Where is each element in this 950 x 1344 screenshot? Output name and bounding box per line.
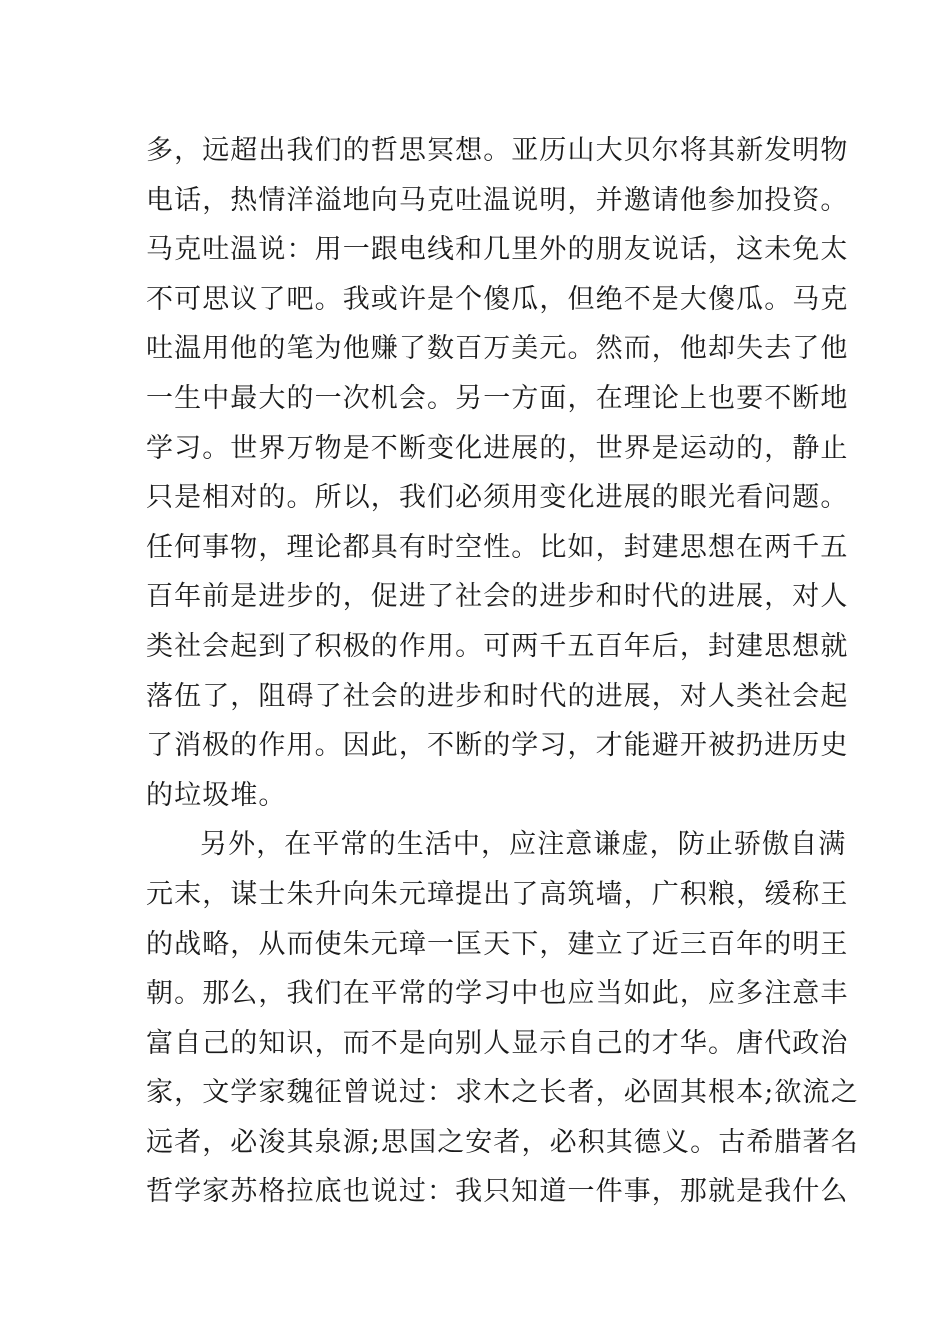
text-line: 富自己的知识，而不是向别人显示自己的才华。唐代政治 xyxy=(146,1027,849,1059)
body-text xyxy=(146,126,859,1217)
text-line: 任何事物，理论都具有时空性。比如，封建思想在两千五 xyxy=(146,531,849,563)
text-line: 了消极的作用。因此，不断的学习，才能避开被扔进历史 xyxy=(146,730,849,762)
text-line: 不可思议了吧。我或许是个傻瓜，但绝不是大傻瓜。马克 xyxy=(146,283,849,315)
paragraph-first-line: 另外，在平常的生活中，应注意谦虚，防止骄傲自满 xyxy=(200,829,847,861)
text-line: 的垃圾堆。 xyxy=(146,779,287,811)
text-line: 家，文学家魏征曾说过：求木之长者，必固其根本;欲流之 xyxy=(146,1077,859,1109)
text-line: 电话，热情洋溢地向马克吐温说明，并邀请他参加投资。 xyxy=(146,184,849,216)
text-line: 元末，谋士朱升向朱元璋提出了高筑墙，广积粮，缓称王 xyxy=(146,878,849,910)
text-line: 的战略，从而使朱元璋一匡天下，建立了近三百年的明王 xyxy=(146,928,849,960)
text-line: 马克吐温说：用一跟电线和几里外的朋友说话，这未免太 xyxy=(146,234,849,266)
text-line: 远者，必浚其泉源;思国之安者，必积其德义。古希腊著名 xyxy=(146,1126,859,1158)
text-line: 一生中最大的一次机会。另一方面，在理论上也要不断地 xyxy=(146,382,849,414)
text-line: 落伍了，阻碍了社会的进步和时代的进展，对人类社会起 xyxy=(146,680,849,712)
text-line: 只是相对的。所以，我们必须用变化进展的眼光看问题。 xyxy=(146,482,849,514)
text-line: 类社会起到了积极的作用。可两千五百年后，封建思想就 xyxy=(146,630,849,662)
text-line: 百年前是进步的，促进了社会的进步和时代的进展，对人 xyxy=(146,581,849,613)
text-line: 多，远超出我们的哲思冥想。亚历山大贝尔将其新发明物 xyxy=(146,135,849,166)
text-line: 吐温用他的笔为他赚了数百万美元。然而，他却失去了他 xyxy=(146,333,849,365)
text-line: 哲学家苏格拉底也说过：我只知道一件事，那就是我什么 xyxy=(146,1176,849,1208)
text-line: 朝。那么，我们在平常的学习中也应当如此，应多注意丰 xyxy=(146,978,849,1010)
text-line: 学习。世界万物是不断变化进展的，世界是运动的，静止 xyxy=(146,432,849,464)
